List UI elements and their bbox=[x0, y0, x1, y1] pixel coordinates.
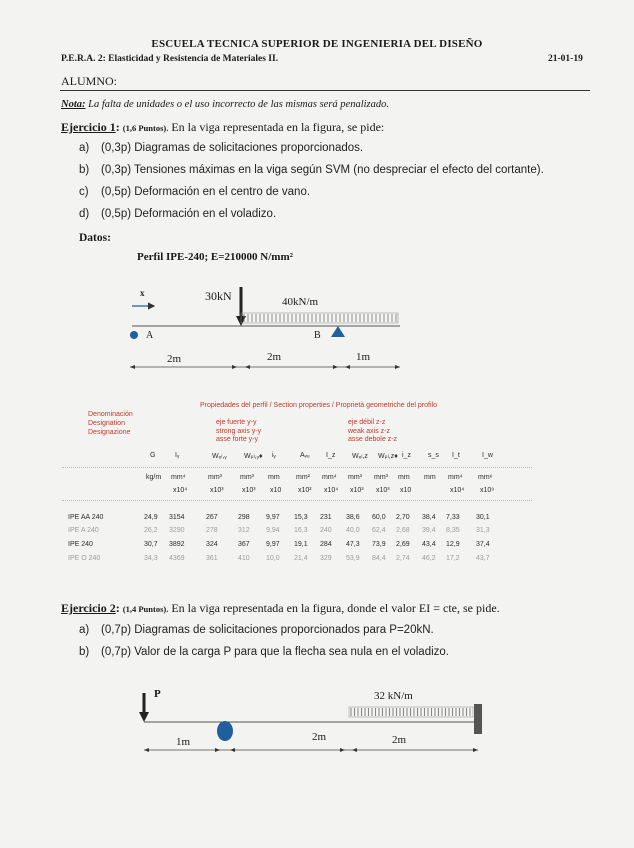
note-text: La falta de unidades o el uso incorrecto de las mismas será penalizado. bbox=[85, 99, 390, 110]
load-p-label: P bbox=[154, 688, 161, 700]
table-multiplier: x10³ bbox=[242, 487, 256, 494]
table-symbol: Wₑₗ,z bbox=[352, 453, 368, 460]
table-cell: 43,4 bbox=[422, 541, 436, 548]
table-cell: 240 bbox=[320, 527, 332, 534]
exercise-1-item-a: a) (0,3p) Diagramas de solicitaciones proporcionados. bbox=[79, 142, 364, 154]
table-divider bbox=[62, 500, 532, 501]
pin-support-icon bbox=[217, 721, 233, 741]
table-cell: 40,0 bbox=[346, 527, 360, 534]
table-symbol: G bbox=[150, 452, 156, 459]
table-cell: 17,2 bbox=[446, 555, 460, 562]
table-unit: mm² bbox=[296, 474, 310, 481]
table-cell: 3154 bbox=[169, 514, 185, 521]
table-cell: 38,4 bbox=[422, 514, 436, 521]
table-cell: 21,4 bbox=[294, 555, 308, 562]
table-multiplier: x10⁴ bbox=[173, 487, 188, 494]
table-unit: mm bbox=[268, 474, 280, 481]
exercise-2-label: Ejercicio 2 bbox=[61, 601, 116, 615]
table-multiplier: x10² bbox=[298, 487, 312, 494]
table-multiplier: x10⁴ bbox=[324, 487, 339, 494]
table-symbol: Aᵥᵤ bbox=[300, 452, 310, 459]
table-designation: Denominación Designation Designazione bbox=[88, 411, 133, 436]
table-unit: mm³ bbox=[208, 474, 222, 481]
distributed-load-1 bbox=[241, 313, 398, 323]
profile-label: Perfil IPE-240; E=210000 N/mm² bbox=[137, 251, 293, 263]
table-unit: mm³ bbox=[240, 474, 254, 481]
table-cell: 73,9 bbox=[372, 541, 386, 548]
fixed-support-icon bbox=[474, 704, 482, 734]
table-symbol: Wₚₗ,z♦ bbox=[378, 453, 398, 460]
table-cell: 410 bbox=[238, 555, 250, 562]
span-2-2-label: 2m bbox=[312, 731, 327, 743]
table-cell: 30,1 bbox=[476, 514, 490, 521]
table-cell: 34,3 bbox=[144, 555, 158, 562]
table-multiplier: x10³ bbox=[210, 487, 224, 494]
table-cell: 2,74 bbox=[396, 555, 410, 562]
support-b-icon bbox=[331, 326, 345, 337]
table-unit: mm⁶ bbox=[478, 474, 493, 481]
exercise-2-item-b: b) (0,7p) Valor de la carga P para que la flecha sea nula en el voladizo. bbox=[79, 646, 449, 658]
table-cell: 3892 bbox=[169, 541, 185, 548]
table-row-name: IPE 240 bbox=[68, 541, 93, 548]
student-line bbox=[60, 90, 590, 91]
table-cell: 16,3 bbox=[294, 527, 308, 534]
table-unit: kg/m bbox=[146, 474, 162, 481]
student-label: ALUMNO: bbox=[61, 74, 117, 88]
course-title: P.E.R.A. 2: Elasticidad y Resistencia de Materiales II. bbox=[61, 54, 279, 64]
table-symbol: i_z bbox=[402, 452, 411, 459]
table-symbol: Iᵧ bbox=[175, 452, 180, 459]
table-symbol: s_s bbox=[428, 452, 439, 459]
exercise-2-text: En la viga representada en la figura, donde el valor EI = cte, se pide. bbox=[168, 601, 500, 615]
table-cell: 298 bbox=[238, 514, 250, 521]
table-cell: 2,68 bbox=[396, 527, 410, 534]
table-cell: 38,6 bbox=[346, 514, 360, 521]
table-symbol: I_w bbox=[482, 452, 493, 459]
table-cell: 47,3 bbox=[346, 541, 360, 548]
table-unit: mm⁴ bbox=[171, 474, 186, 481]
table-cell: 46,2 bbox=[422, 555, 436, 562]
table-title: Propiedades del perfil / Section properties / Proprietà geometriche del profilo bbox=[200, 402, 437, 409]
table-cell: 9,97 bbox=[266, 514, 280, 521]
distributed-load-2 bbox=[349, 707, 473, 717]
table-cell: 2,69 bbox=[396, 541, 410, 548]
table-weak-axis: eje débil z-z weak axis z-z asse debole z-z bbox=[348, 419, 398, 443]
table-cell: 324 bbox=[206, 541, 218, 548]
data-label: Datos: bbox=[79, 232, 111, 244]
table-unit: mm bbox=[424, 474, 436, 481]
support-b-label: B bbox=[314, 330, 321, 341]
exercise-2-points: (1,4 Puntos). bbox=[122, 604, 169, 614]
table-cell: 9,97 bbox=[266, 541, 280, 548]
table-cell: 60,0 bbox=[372, 514, 386, 521]
exercise-1-item-c: c) (0,5p) Deformación en el centro de vano. bbox=[79, 186, 311, 198]
table-cell: 26,2 bbox=[144, 527, 158, 534]
table-cell: 9,94 bbox=[266, 527, 280, 534]
table-cell: 24,9 bbox=[144, 514, 158, 521]
x-label: x bbox=[140, 288, 145, 298]
span-2-3-label: 2m bbox=[392, 734, 407, 746]
table-multiplier: x10 bbox=[270, 487, 282, 494]
support-a-icon bbox=[130, 331, 138, 339]
table-cell: 19,1 bbox=[294, 541, 308, 548]
table-cell: 31,3 bbox=[476, 527, 490, 534]
dist-load-2-label: 32 kN/m bbox=[374, 690, 413, 702]
table-cell: 12,9 bbox=[446, 541, 460, 548]
table-strong-axis: eje fuerte y-y strong axis y-y asse forte y-y bbox=[216, 419, 262, 443]
span-1-label: 2m bbox=[167, 353, 182, 365]
table-unit: mm³ bbox=[348, 474, 362, 481]
table-cell: 8,35 bbox=[446, 527, 460, 534]
table-multiplier: x10⁹ bbox=[480, 487, 495, 494]
table-cell: 3290 bbox=[169, 527, 185, 534]
school-title: ESCUELA TECNICA SUPERIOR DE INGENIERIA DEL DISEÑO bbox=[151, 38, 483, 50]
table-divider bbox=[62, 467, 532, 468]
table-cell: 2,70 bbox=[396, 514, 410, 521]
table-row-name: IPE AA 240 bbox=[68, 514, 104, 521]
exercise-2-item-a: a) (0,7p) Diagramas de solicitaciones proporcionados para P=20kN. bbox=[79, 624, 434, 636]
table-cell: 84,4 bbox=[372, 555, 386, 562]
table-row-name: IPE O 240 bbox=[68, 555, 101, 562]
exercise-1-points: (1,6 Puntos). bbox=[122, 123, 169, 133]
table-symbol: iᵧ bbox=[272, 452, 276, 459]
table-symbol: Wₚₗ,ᵧ♦ bbox=[244, 453, 263, 460]
exercise-1-title: Ejercicio 1: (1,6 Puntos). En la viga representada en la figura, se pide: bbox=[61, 120, 385, 134]
table-multiplier: x10³ bbox=[350, 487, 364, 494]
table-symbol: I_t bbox=[452, 452, 460, 459]
table-cell: 284 bbox=[320, 541, 332, 548]
table-row-name: IPE A 240 bbox=[68, 527, 99, 534]
table-unit: mm³ bbox=[374, 474, 388, 481]
note-label: Nota: bbox=[61, 99, 86, 110]
table-cell: 62,4 bbox=[372, 527, 386, 534]
support-a-label: A bbox=[146, 330, 154, 341]
table-symbol: Wₑₗ,ᵧ bbox=[212, 453, 227, 460]
table-unit: mm bbox=[398, 474, 410, 481]
note bbox=[61, 99, 389, 110]
table-multiplier: x10 bbox=[400, 487, 412, 494]
table-cell: 15,3 bbox=[294, 514, 308, 521]
table-cell: 367 bbox=[238, 541, 250, 548]
exercise-1-item-d: d) (0,5p) Deformación en el voladizo. bbox=[79, 208, 277, 220]
table-cell: 312 bbox=[238, 527, 250, 534]
table-cell: 4369 bbox=[169, 555, 185, 562]
span-3-label: 1m bbox=[356, 351, 371, 363]
exercise-1-text: En la viga representada en la figura, se pide: bbox=[168, 120, 385, 134]
table-cell: 30,7 bbox=[144, 541, 158, 548]
table-cell: 43,7 bbox=[476, 555, 490, 562]
point-load-label: 30kN bbox=[205, 289, 232, 303]
table-cell: 53,9 bbox=[346, 555, 360, 562]
span-2-label: 2m bbox=[267, 351, 282, 363]
table-multiplier: x10⁴ bbox=[450, 487, 465, 494]
span-2-1-label: 1m bbox=[176, 736, 191, 748]
table-multiplier: x10³ bbox=[376, 487, 390, 494]
dist-load-label: 40kN/m bbox=[282, 296, 319, 308]
table-cell: 39,4 bbox=[422, 527, 436, 534]
exercise-2-title: Ejercicio 2: (1,4 Puntos). En la viga representada en la figura, donde el valor EI = cte, se pide. bbox=[61, 601, 500, 615]
table-cell: 10,0 bbox=[266, 555, 280, 562]
table-unit: mm⁴ bbox=[448, 474, 463, 481]
table-cell: 329 bbox=[320, 555, 332, 562]
table-cell: 267 bbox=[206, 514, 218, 521]
exercise-1-item-b: b) (0,3p) Tensiones máximas en la viga según SVM (no despreciar el efecto del cortante). bbox=[79, 164, 544, 176]
exam-date: 21-01-19 bbox=[548, 54, 583, 64]
table-cell: 278 bbox=[206, 527, 218, 534]
table-cell: 361 bbox=[206, 555, 218, 562]
table-cell: 231 bbox=[320, 514, 332, 521]
table-cell: 37,4 bbox=[476, 541, 490, 548]
table-unit: mm⁴ bbox=[322, 474, 337, 481]
table-cell: 7,33 bbox=[446, 514, 460, 521]
exercise-1-label: Ejercicio 1 bbox=[61, 120, 116, 134]
table-symbol: I_z bbox=[326, 452, 336, 459]
